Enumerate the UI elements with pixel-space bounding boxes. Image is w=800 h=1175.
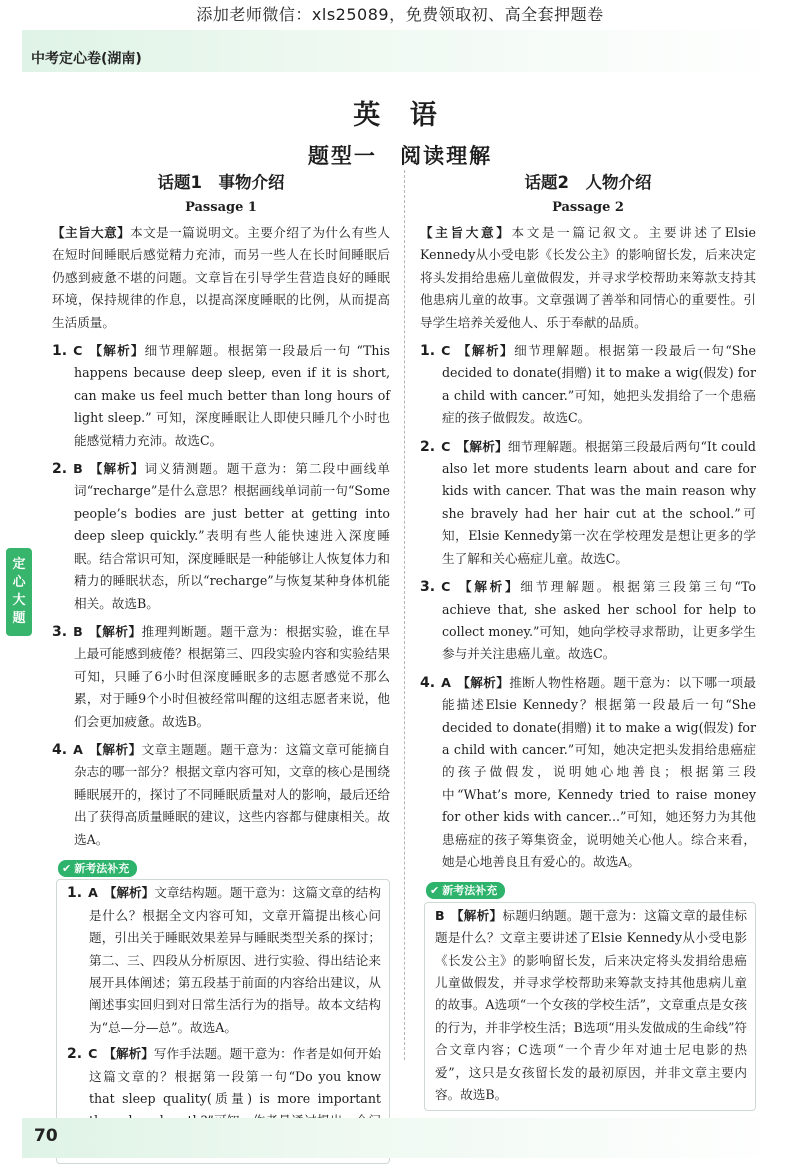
watermark-text: 添加老师微信：xls25089，免费领取初、高全套押题卷 <box>196 5 604 24</box>
side-tab-char: 题 <box>12 611 26 626</box>
answer-item <box>67 882 381 1039</box>
analysis-text: 文章主题题。题干意为：这篇文章可能摘自杂志的哪一部分？根据文章内容可知，文章的核心是围绕睡眠展开的，探讨了不同睡眠质量对人的影响，最后还给出了获得高质量睡眠的建议，这些内容都与健康相关。故选A。 <box>74 741 391 847</box>
answer-item <box>420 436 756 570</box>
question-number: 2. <box>67 1046 83 1063</box>
side-tab-char: 大 <box>12 593 26 608</box>
answer-letter: C <box>441 579 451 595</box>
answer-item <box>52 621 390 733</box>
section-title: 题型一 阅读理解 <box>307 144 493 168</box>
analysis-text: 细节理解题。根据第三段最后两句“It could also let more students learn about and care for kids with cancer. That was the main reason why she bravely had her hair cut at the school.”可知，Elsie Kennedy第一次在学校理发是想让更多的学生了解和关心癌症儿童。故选C。 <box>442 438 756 566</box>
analysis-tag: 【解析】 <box>88 741 142 757</box>
analysis-text: 写作手法题。题干意为：作者是如何开始这篇文章的？根据第一段第一句“Do you know that sleep quality(质量) is more important <box>89 1046 382 1107</box>
answer-letter: A <box>441 674 451 690</box>
supplement-box <box>424 902 756 1112</box>
question-number: 4. <box>420 674 436 691</box>
question-number: 2. <box>420 438 436 455</box>
summary <box>420 222 756 334</box>
answer-item <box>52 458 390 615</box>
answer-letter: C <box>88 1046 98 1062</box>
new-method-badge <box>426 882 505 899</box>
analysis-text: 标题归纳题。题干意为：这篇文章的最佳标题是什么？文章主要讲述了Elsie Kennedy从小受电影《长发公主》的影响留长发，后来决定将头发捐给患癌儿童做假发，并寻求学校帮助来筹款支持其他患病儿童的故事。A选项“一个女孩的学校生活”，文章重点是女孩的行为，并非学校生活；B选项“用头发做成的生命线”符合文章内容；C选项“一个青少年对迪士尼电影的热爱”，这只是女孩留长发的最初原因，并非文章主要内容。故选B。 <box>435 907 748 1103</box>
question-number: 1. <box>52 343 68 360</box>
answer-letter: B <box>73 623 83 639</box>
analysis-text: 细节理解题。根据第一段最后一句“She decided to donate(捐赠) it to make a wig(假发) for a child with cancer.”可知，她把头发捐给了一个患癌症的孩子做假发。故选C。 <box>442 343 757 426</box>
analysis-tag: 【解析】 <box>456 579 521 595</box>
answer-letter: C <box>441 438 451 454</box>
badge-label: 新考法补充 <box>74 861 130 875</box>
left-column <box>52 170 390 1164</box>
check-circle-icon: ✔ <box>430 884 440 898</box>
page-number: 70 <box>34 1126 58 1146</box>
topic-title: 话题1 事物介绍 <box>157 173 285 192</box>
question-number: 1. <box>67 885 83 902</box>
answer-item <box>52 340 390 452</box>
badge-label: 新考法补充 <box>442 884 498 898</box>
analysis-tag: 【解析】 <box>88 343 145 359</box>
right-column <box>420 170 756 1111</box>
analysis-text: 推理判断题。题干意为：根据实验，谁在早上最可能感到疲倦？根据第三、四段实验内容和实验结果可知，只睡了6小时但深度睡眠多的志愿者感觉不那么累，对于睡9个小时但被经常叫醒的这组志愿者来说，他们会更加疲惫。故选B。 <box>74 623 391 729</box>
question-number: 3. <box>420 579 436 596</box>
question-number: 1. <box>420 343 436 360</box>
analysis-text: 文章结构题。题干意为：这篇文章的结构是什么？根据全文内容可知，文章开篇提出核心问题，引出关于睡眠效果差异与睡眠类型关系的探讨；第二、三、四段从分析原因、进行实验、得出结论来展开具体阐述；第五段基于前面的内容给出建议，从阐述事实回归到对日常生活行为的指导。故本文结构为“总—分—总”。故选A。 <box>89 885 382 1035</box>
question-number: 4. <box>52 741 68 758</box>
summary <box>52 222 390 334</box>
answer-item <box>435 905 747 1107</box>
answer-letter: B <box>73 461 83 477</box>
analysis-tag: 【解析】 <box>88 461 145 477</box>
side-tab-char: 定 <box>12 557 26 572</box>
analysis-tag: 【解析】 <box>456 438 508 454</box>
column-divider <box>404 170 405 1060</box>
topic-title: 话题2 人物介绍 <box>524 173 652 192</box>
question-number: 3. <box>52 623 68 640</box>
footer-bar <box>22 1118 787 1158</box>
answer-letter: B <box>435 907 445 923</box>
summary-text: 本文是一篇说明文。主要介绍了为什么有些人在短时间睡眠后感觉精力充沛，而另一些人在长时间睡眠后仍感到疲惫不堪的问题。文章旨在引导学生营造良好的睡眠环境，保持规律的作息，以提高深度睡眠的比例，从而提高生活质量。 <box>52 225 391 330</box>
analysis-tag: 【解析】 <box>88 623 142 639</box>
passage-label: Passage 1 <box>185 200 257 215</box>
answer-letter: A <box>88 885 98 901</box>
summary-tag: 【主旨大意】 <box>420 225 512 240</box>
analysis-tag: 【解析】 <box>456 343 515 359</box>
new-method-badge <box>58 860 137 877</box>
analysis-tag: 【解析】 <box>103 885 155 901</box>
answer-letter: C <box>441 343 451 359</box>
analysis-text: 推断人物性格题。题干意为：以下哪一项最能描述Elsie Kennedy？根据第一段最后一句“She decided to donate(捐赠) it to make a wig(假发) for a child with cancer.”可知，她决定把头发捐给患癌症的孩子做假发，说明她心地善良；根据第三段中“What’s more, Kennedy tried to raise money for other kids with cancer...”可知，她还努力为其他患癌症的孩子筹集资金，说明她关心他人。综合来看，她是心地善良且有爱心的。故选A。 <box>442 674 757 869</box>
analysis-text: 细节理解题。根据第三段第三句“To achieve that, she asked her school for help to collect money.”可知，她向学校寻求帮助，让更多学生参与并关注患癌儿童。故选C。 <box>442 579 757 662</box>
side-tab <box>6 548 32 636</box>
analysis-tag: 【解析】 <box>103 1046 154 1062</box>
analysis-tag: 【解析】 <box>450 907 503 923</box>
analysis-tag: 【解析】 <box>456 674 510 690</box>
check-circle-icon: ✔ <box>62 861 72 875</box>
answer-letter: A <box>73 741 83 757</box>
answer-item <box>420 672 756 874</box>
answer-item <box>420 340 756 430</box>
question-number: 2. <box>52 461 68 478</box>
page-title: 英 语 <box>353 100 447 131</box>
summary-tag: 【主旨大意】 <box>52 225 131 240</box>
analysis-text: 细节理解题。根据第一段最后一句 “This happens because deep sleep, even if it is short, can make us feel much better than long hours of light sleep.” 可知，深度睡眠让人即使只睡几个小时也能感觉精力充沛。故选C。 <box>74 343 391 448</box>
header-title: 中考定心卷(湖南) <box>31 51 142 67</box>
answer-item <box>420 576 756 666</box>
side-tab-char: 心 <box>12 575 26 590</box>
analysis-text: 词义猜测题。题干意为：第二段中画线单词“recharge”是什么意思？根据画线单词前一句“Some people’s bodies are just better at getting into deep sleep quickly.”表明有些人能快速进入深度睡眠。结合常识可知，深度睡眠是一种能够让人恢复体力和精力的睡眠状态，所以“recharge”与恢复某种身体机能相关。故选B。 <box>74 461 391 611</box>
passage-label: Passage 2 <box>552 200 624 215</box>
summary-text: 本文是一篇记叙文。主要讲述了Elsie Kennedy从小受电影《长发公主》的影响留长发，后来决定将头发捐给患癌儿童做假发，并寻求学校帮助来筹款支持其他患病儿童的故事。文章强调了善举和同情心的重要性。引导学生培养关爱他人、乐于奉献的品质。 <box>420 225 756 330</box>
answer-item <box>52 739 390 851</box>
answer-letter: C <box>73 343 83 359</box>
